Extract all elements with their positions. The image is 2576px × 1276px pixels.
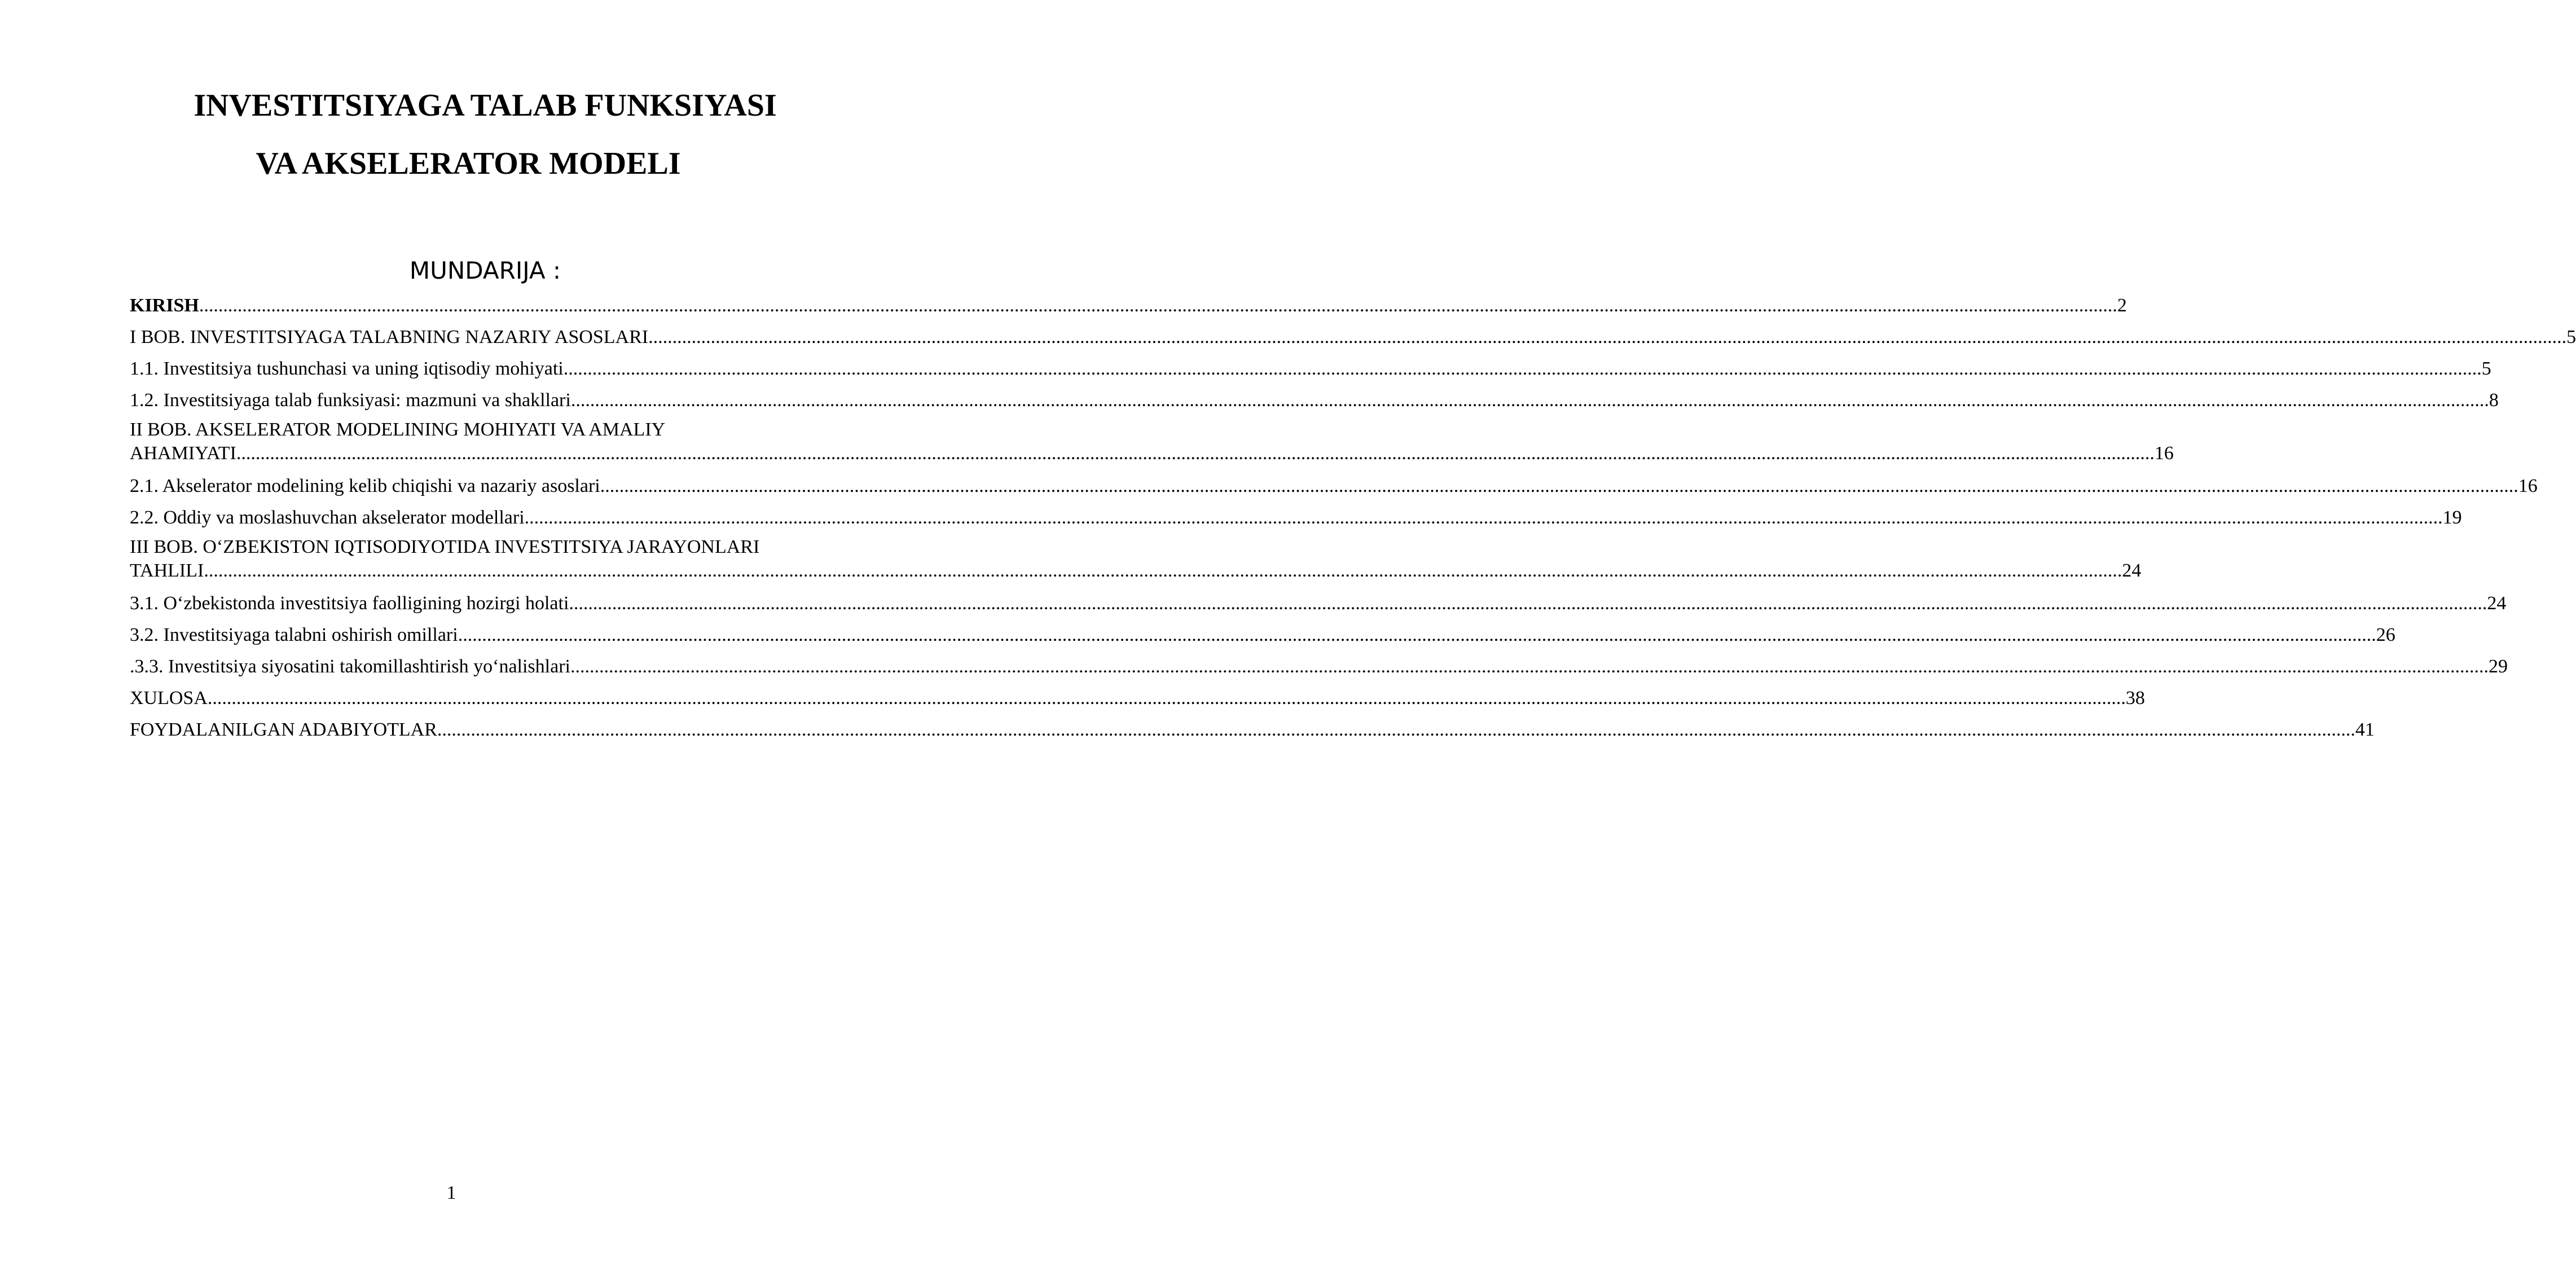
- toc-entry-chapter-3-line-1[interactable]: III BOB. O‘ZBEKISTON IQTISODIYOTIDA INVESTITSIYA JARAYONLARI: [130, 536, 760, 557]
- toc-entry-label: AHAMIYATI: [130, 443, 236, 464]
- toc-entry-xulosa[interactable]: [130, 687, 2145, 710]
- document-title-line-1: INVESTITSIYAGA TALAB FUNKSIYASI: [194, 88, 777, 123]
- toc-entry-label: 2.2. Oddiy va moslashuvchan akselerator modellari: [130, 507, 525, 528]
- toc-entry-page: 16: [2518, 476, 2538, 496]
- dot-leader: ................................................................................................................................................................................................................................................................................................................................................................................................................: [570, 390, 2489, 411]
- document-title-line-2: VA AKSELERATOR MODELI: [256, 146, 681, 181]
- dot-leader: ................................................................................................................................................................................................................................................................................................................................................................................................................: [570, 656, 2489, 677]
- toc-entry-label: FOYDALANILGAN ADABIYOTLAR: [130, 719, 437, 740]
- dot-leader: ................................................................................................................................................................................................................................................................................................................................................................................................................: [199, 295, 2117, 316]
- toc-entry-section-2-2[interactable]: [130, 507, 2462, 529]
- toc-entry-page: 5: [2481, 358, 2491, 379]
- toc-entry-chapter-2[interactable]: [130, 442, 2174, 465]
- dot-leader: ................................................................................................................................................................................................................................................................................................................................................................................................................: [569, 593, 2487, 614]
- dot-leader: ................................................................................................................................................................................................................................................................................................................................................................................................................: [563, 358, 2482, 379]
- dot-leader: ................................................................................................................................................................................................................................................................................................................................................................................................................: [458, 624, 2376, 645]
- toc-entry-label: TAHLILI: [130, 560, 204, 581]
- page-number: 1: [446, 1182, 456, 1203]
- toc-entry-page: 26: [2376, 624, 2395, 645]
- toc-entry-section-1-2[interactable]: [130, 389, 2499, 412]
- toc-entry-label: XULOSA: [130, 688, 208, 709]
- toc-entry-references[interactable]: [130, 719, 2375, 741]
- toc-entry-section-2-1[interactable]: [130, 475, 2538, 498]
- dot-leader: ................................................................................................................................................................................................................................................................................................................................................................................................................: [524, 507, 2443, 528]
- toc-entry-label: 1.2. Investitsiyaga talab funksiyasi: mazmuni va shakllari: [130, 390, 571, 411]
- dot-leader: ................................................................................................................................................................................................................................................................................................................................................................................................................: [437, 719, 2355, 740]
- toc-entry-label: 3.1. O‘zbekistonda investitsiya faolligining hozirgi holati: [130, 593, 569, 614]
- toc-entry-section-1-1[interactable]: [130, 358, 2491, 380]
- toc-heading: MUNDARIJA :: [409, 257, 561, 284]
- toc-entry-label: 2.1. Akselerator modelining kelib chiqishi va nazariy asoslari: [130, 476, 600, 496]
- toc-entry-chapter-1[interactable]: [130, 326, 2576, 349]
- toc-entry-label: 1.1. Investitsiya tushunchasi va uning iqtisodiy mohiyati: [130, 358, 564, 379]
- toc-entry-label: I BOB. INVESTITSIYAGA TALABNING NAZARIY ASOSLARI: [130, 327, 649, 347]
- toc-entry-page: 38: [2125, 688, 2145, 709]
- toc-entry-page: 16: [2154, 443, 2174, 464]
- toc-entry-page: 2: [2117, 295, 2127, 316]
- dot-leader: ................................................................................................................................................................................................................................................................................................................................................................................................................: [204, 560, 2122, 581]
- dot-leader: ................................................................................................................................................................................................................................................................................................................................................................................................................: [207, 688, 2126, 709]
- toc-entry-label: .3.3. Investitsiya siyosatini takomillashtirish yo‘nalishlari: [130, 656, 570, 677]
- dot-leader: ................................................................................................................................................................................................................................................................................................................................................................................................................: [648, 327, 2567, 347]
- toc-entry-section-3-2[interactable]: [130, 624, 2395, 646]
- toc-entry-section-3-3[interactable]: [130, 655, 2508, 678]
- toc-entry-page: 19: [2442, 507, 2462, 528]
- toc-entry-page: 41: [2355, 719, 2375, 740]
- toc-entry-kirish[interactable]: [130, 294, 2127, 317]
- dot-leader: ................................................................................................................................................................................................................................................................................................................................................................................................................: [600, 476, 2518, 496]
- dot-leader: ................................................................................................................................................................................................................................................................................................................................................................................................................: [236, 443, 2155, 464]
- toc-entry-chapter-3[interactable]: [130, 560, 2142, 582]
- toc-entry-section-3-1[interactable]: [130, 592, 2507, 615]
- toc-entry-label: KIRISH: [130, 295, 199, 316]
- toc-entry-page: 5: [2566, 327, 2576, 347]
- toc-entry-label: 3.2. Investitsiyaga talabni oshirish omillari: [130, 624, 458, 645]
- toc-entry-page: 8: [2489, 390, 2499, 411]
- toc-entry-chapter-2-line-1[interactable]: II BOB. AKSELERATOR MODELINING MOHIYATI VA AMALIY: [130, 419, 666, 440]
- toc-entry-page: 24: [2487, 593, 2507, 614]
- toc-entry-page: 24: [2122, 560, 2142, 581]
- toc-entry-page: 29: [2488, 656, 2508, 677]
